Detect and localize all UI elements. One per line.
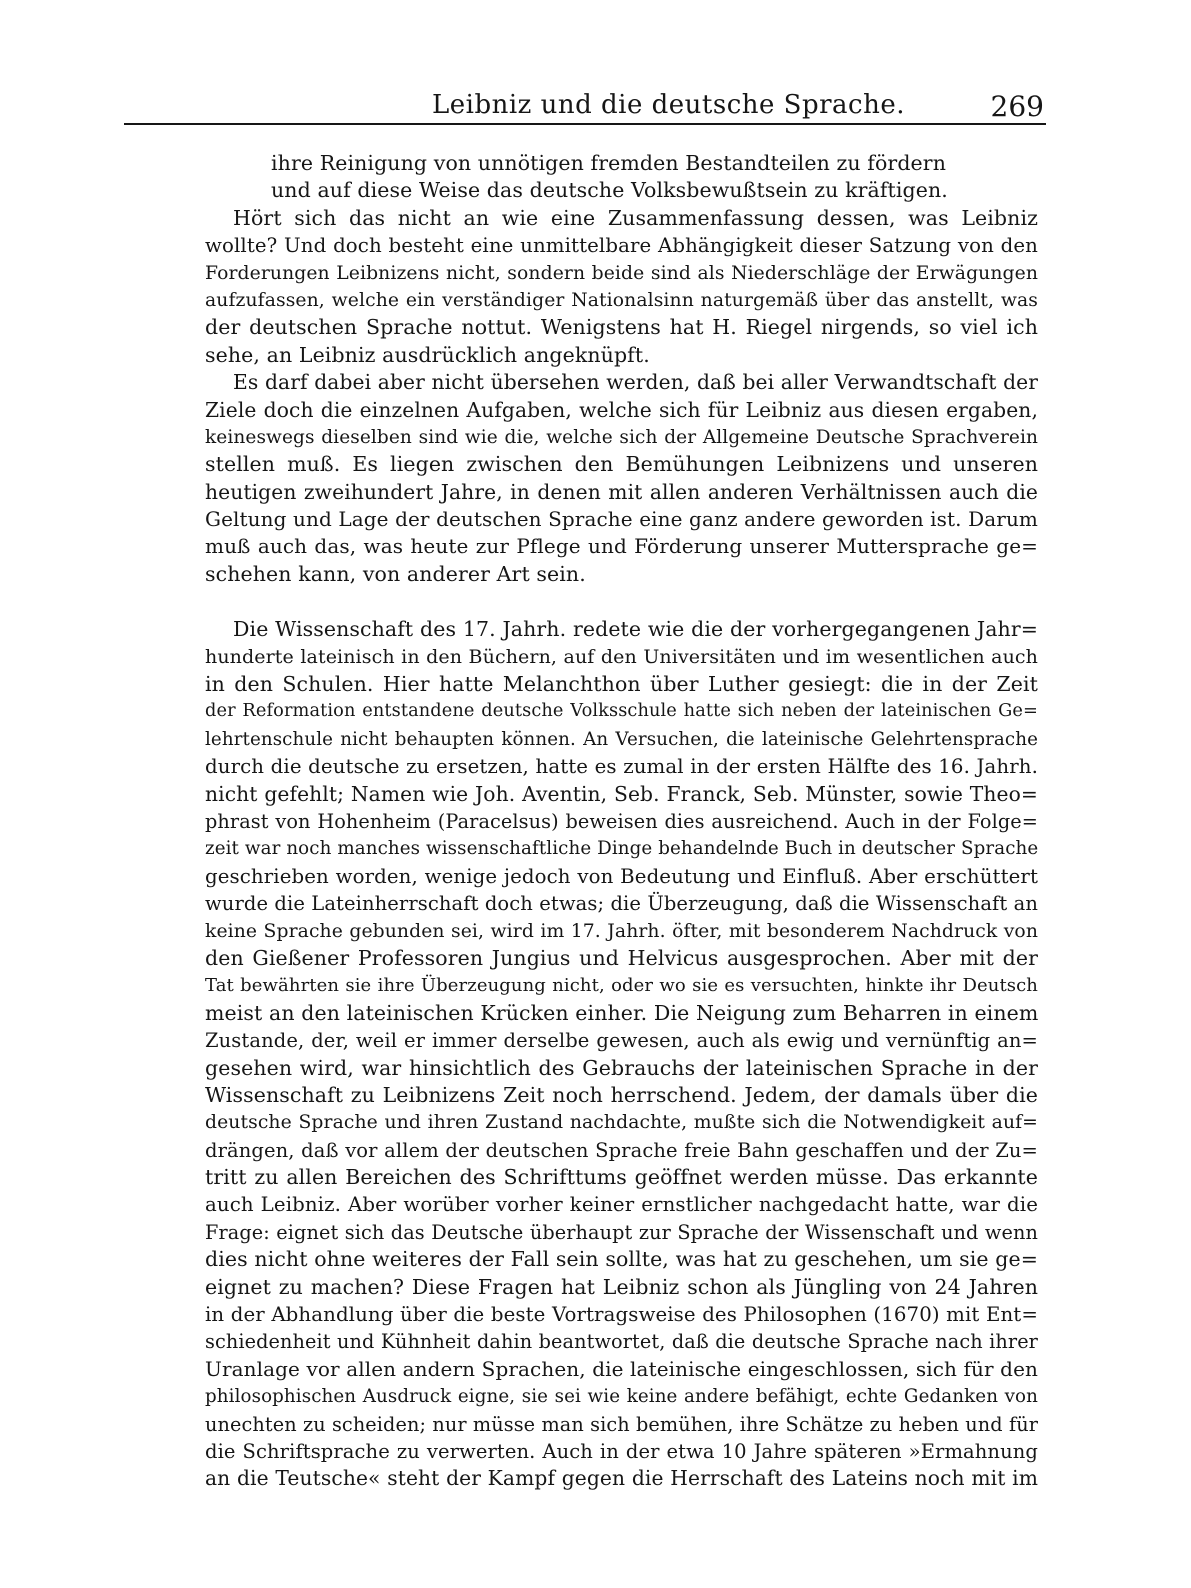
text-line: schiedenheit und Kühnheit dahin beantwortet, daß die deutsche Sprache nach ihrer bbox=[205, 1330, 1038, 1354]
text-line: heutigen zweihundert Jahre, in denen mit allen anderen Verhältnissen auch die bbox=[205, 479, 1038, 504]
text-line: eignet zu machen? Diese Fragen hat Leibniz schon als Jüngling von 24 Jahren bbox=[205, 1274, 1038, 1299]
text-line: Forderungen Leibnizens nicht, sondern beide sind als Niederschläge der Erwägungen bbox=[205, 262, 1038, 284]
text-line: geschrieben worden, wenige jedoch von Bedeutung und Einfluß. Aber erschüttert bbox=[205, 864, 1038, 888]
text-line: schehen kann, von anderer Art sein. bbox=[205, 561, 586, 586]
text-line: an die Teutsche« steht der Kampf gegen die Herrschaft des Lateins noch mit im bbox=[205, 1466, 1038, 1491]
body-text bbox=[205, 150, 1038, 1493]
running-head bbox=[126, 84, 1046, 124]
header-rule bbox=[124, 123, 1046, 125]
paragraph bbox=[205, 205, 1038, 369]
text-line: in den Schulen. Hier hatte Melanchthon über Luther gesiegt: die in der Zeit bbox=[205, 672, 1038, 697]
text-line: meist an den lateinischen Krücken einher. Die Neigung zum Beharren in einem bbox=[205, 1000, 1039, 1025]
text-line: lehrtenschule nicht behaupten können. An Versuchen, die lateinische Gelehrtensprache bbox=[205, 728, 1038, 750]
text-line: wollte? Und doch besteht eine unmittelbare Abhängigkeit dieser Satzung von den bbox=[205, 234, 1038, 258]
text-line: drängen, daß vor allem der deutschen Sprache freie Bahn geschaffen und der Zu= bbox=[205, 1138, 1038, 1162]
text-line: in der Abhandlung über die beste Vortragsweise des Philosophen (1670) mit Ent= bbox=[205, 1303, 1038, 1327]
text-line: und auf diese Weise das deutsche Volksbewußtsein zu kräftigen. bbox=[271, 178, 948, 203]
text-line: Tat bewährten sie ihre Überzeugung nicht, oder wo sie es versuchten, hinkte ihr Deutsch bbox=[205, 975, 1038, 997]
text-line: Die Wissenschaft des 17. Jahrh. redete wie die der vorhergegangenen Jahr= bbox=[233, 617, 1038, 642]
text-line: Wissenschaft zu Leibnizens Zeit noch herrschend. Jedem, der damals über die bbox=[205, 1082, 1038, 1107]
text-line: gesehen wird, war hinsichtlich des Gebrauchs der lateinischen Sprache in der bbox=[205, 1055, 1038, 1080]
text-line: Zustande, der, weil er immer derselbe gewesen, auch als ewig und vernünftig an= bbox=[205, 1029, 1038, 1053]
running-head-title: Leibniz und die deutsche Sprache. bbox=[432, 90, 906, 120]
text-line: Uranlage vor allen andern Sprachen, die lateinische eingeschlossen, sich für den bbox=[205, 1356, 1038, 1381]
text-line: Frage: eignet sich das Deutsche überhaupt zur Sprache der Wissenschaft und wenn bbox=[205, 1220, 1038, 1244]
paragraph-quote-end bbox=[205, 150, 1038, 205]
text-line: durch die deutsche zu ersetzen, hatte es zumal in der ersten Hälfte des 16. Jahrh. bbox=[205, 755, 1038, 779]
text-line: zeit war noch manches wissenschaftliche Dinge behandelnde Buch in deutscher Sprache bbox=[205, 838, 1039, 860]
text-line: phrast von Hohenheim (Paracelsus) beweisen dies ausreichend. Auch in der Folge= bbox=[205, 809, 1038, 833]
text-line: muß auch das, was heute zur Pflege und Förderung unserer Muttersprache ge= bbox=[205, 534, 1038, 559]
text-line: der Reformation entstandene deutsche Volksschule hatte sich neben der lateinischen Ge= bbox=[205, 701, 1038, 722]
paragraph bbox=[205, 369, 1038, 588]
text-line: keineswegs dieselben sind wie die, welche sich der Allgemeine Deutsche Sprachverein bbox=[205, 426, 1038, 448]
text-line: stellen muß. Es liegen zwischen den Bemühungen Leibnizens und unseren bbox=[205, 452, 1038, 477]
text-line: philosophischen Ausdruck eigne, sie sei wie keine andere befähigt, echte Gedanken von bbox=[205, 1386, 1038, 1408]
text-line: aufzufassen, welche ein verständiger Nationalsinn naturgemäß über das anstellt, was bbox=[205, 289, 1038, 311]
text-line: unechten zu scheiden; nur müsse man sich bemühen, ihre Schätze zu heben und für bbox=[205, 1412, 1038, 1436]
text-line: keine Sprache gebunden sei, wird im 17. Jahrh. öfter, mit besonderem Nachdruck von bbox=[205, 920, 1038, 942]
text-line: die Schriftsprache zu verwerten. Auch in der etwa 10 Jahre späteren »Ermahnung bbox=[205, 1439, 1038, 1463]
text-line: der deutschen Sprache nottut. Wenigstens hat H. Riegel nirgends, so viel ich bbox=[205, 315, 1038, 340]
text-line: Geltung und Lage der deutschen Sprache eine ganz andere geworden ist. Darum bbox=[205, 507, 1038, 532]
text-line: sehe, an Leibniz ausdrücklich angeknüpft. bbox=[205, 342, 650, 367]
section-gap bbox=[205, 588, 1038, 616]
text-line: wurde die Lateinherrschaft doch etwas; die Überzeugung, daß die Wissenschaft an bbox=[205, 892, 1038, 916]
text-line: nicht gefehlt; Namen wie Joh. Aventin, Seb. Franck, Seb. Münster, sowie Theo= bbox=[205, 781, 1038, 806]
paragraph bbox=[205, 616, 1038, 1493]
text-line: den Gießener Professoren Jungius und Helvicus ausgesprochen. Aber mit der bbox=[205, 945, 1038, 970]
text-line: Ziele doch die einzelnen Aufgaben, welche sich für Leibniz aus diesen ergaben, bbox=[205, 397, 1038, 422]
text-line: hunderte lateinisch in den Büchern, auf den Universitäten und im wesentlichen auch bbox=[205, 645, 1038, 668]
text-line: auch Leibniz. Aber worüber vorher keiner ernstlicher nachgedacht hatte, war die bbox=[205, 1193, 1038, 1217]
text-line: deutsche Sprache und ihren Zustand nachdachte, mußte sich die Notwendigkeit auf= bbox=[205, 1112, 1038, 1134]
text-line: Es darf dabei aber nicht übersehen werden, daß bei aller Verwandtschaft der bbox=[233, 370, 1038, 395]
page-number: 269 bbox=[990, 90, 1044, 123]
text-line: ihre Reinigung von unnötigen fremden Bestandteilen zu fördern bbox=[271, 151, 946, 175]
text-line: dies nicht ohne weiteres der Fall sein sollte, was hat zu geschehen, um sie ge= bbox=[205, 1247, 1038, 1272]
text-line: Hört sich das nicht an wie eine Zusammenfassung dessen, was Leibniz bbox=[233, 205, 1038, 230]
text-line: tritt zu allen Bereichen des Schrifttums geöffnet werden müsse. Das erkannte bbox=[205, 1165, 1038, 1190]
